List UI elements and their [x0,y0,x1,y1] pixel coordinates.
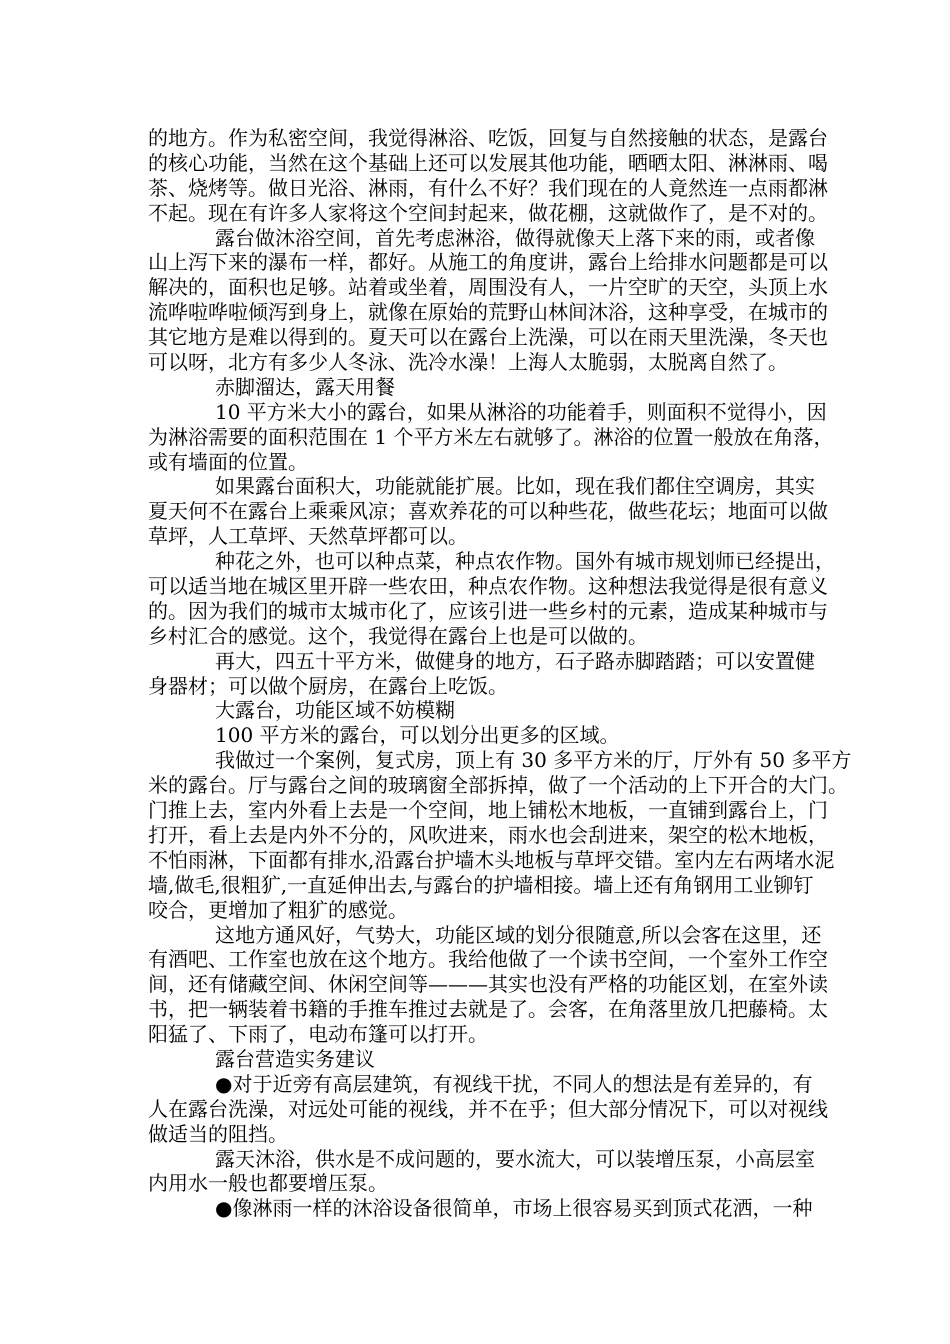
text-line: 山上泻下来的瀑布一样，都好。从施工的角度讲，露台上给排水问题都是可以 [148,250,828,275]
text-line: 茶、烧烤等。做日光浴、淋雨，有什么不好？我们现在的人竟然连一点雨都淋 [148,175,828,200]
text-line: 乡村汇合的感觉。这个，我觉得在露台上也是可以做的。 [148,623,648,648]
document-page [148,126,852,1221]
text-line: 的。因为我们的城市太城市化了，应该引进一些乡村的元素，造成某种城市与 [148,598,828,623]
paragraph [148,399,834,475]
text-line: 门推上去，室内外看上去是一个空间，地上铺松木地板，一直铺到露台上，门 [148,798,828,823]
text-line: 夏天何不在露台上乘乘风凉；喜欢养花的可以种些花，做些花坛；地面可以做 [148,499,828,524]
text-line: 再大，四五十平方米，做健身的地方，石子路赤脚踏踏；可以安置健 [215,648,815,673]
text-line: 不起。现在有许多人家将这个空间封起来，做花棚，这就做作了，是不对的。 [148,200,828,225]
text-line: 露天沐浴，供水是不成问题的，要水流大，可以装增压泵，小高层室 [215,1146,815,1171]
text-line: 解决的，面积也足够。站着或坐着，周围没有人，一片空旷的天空，头顶上水 [148,275,828,300]
text-line: 如果露台面积大，功能就能扩展。比如，现在我们都住空调房，其实 [215,474,815,499]
text-line: 的地方。作为私密空间，我觉得淋浴、吃饭，回复与自然接触的状态，是露台 [148,126,828,150]
text-line: 人在露台洗澡，对远处可能的视线，并不在乎；但大部分情况下，可以对视线 [148,1096,828,1121]
text-line: ●对于近旁有高层建筑，有视线干扰，不同人的想法是有差异的，有 [215,1071,813,1096]
text-line: 大露台，功能区域不妨模糊 [215,698,455,723]
text-line: 有酒吧、工作室也放在这个地方。我给他做了一个读书空间，一个室外工作空 [148,947,828,972]
text-line: 咬合，更增加了粗犷的感觉。 [148,897,408,922]
paragraph [148,1146,815,1197]
text-line: 这地方通风好，气势大，功能区域的划分很随意,所以会客在这里，还 [215,922,822,947]
text-line: 间，还有储藏空间、休闲空间等———其实也没有严格的功能区划，在室外读 [148,972,828,997]
text-line: 做适当的阻挡。 [148,1121,288,1146]
text-line: 不怕雨淋，下面都有排水,沿露台护墙木头地板与草坪交错。室内左右两堵水泥 [148,847,835,872]
text-line: 可以呀，北方有多少人冬泳、洗冷水澡！上海人太脆弱，太脱离自然了。 [148,350,788,375]
section-heading [148,375,806,400]
text-line: 种花之外，也可以种点菜，种点农作物。国外有城市规划师已经提出， [215,549,835,574]
text-line: 为淋浴需要的面积范围在 1 个平方米左右就够了。淋浴的位置一般放在角落， [148,424,834,449]
text-line: 露台做沐浴空间，首先考虑淋浴，做得就像天上落下来的雨，或者像 [215,225,815,250]
text-line: 草坪，人工草坪、天然草坪都可以。 [148,524,468,549]
text-line: 阳猛了、下雨了，电动布篷可以打开。 [148,1022,488,1047]
text-line: 书，把一辆装着书籍的手推车推过去就是了。会客，在角落里放几把藤椅。太 [148,997,828,1022]
paragraph [148,1071,828,1147]
text-line: 内用水一般也都要增压泵。 [148,1171,388,1196]
text-line: 赤脚溜达，露天用餐 [215,374,395,399]
text-line: 或有墙面的位置。 [148,449,308,474]
text-line: 米的露台。厅与露台之间的玻璃窗全部拆掉，做了一个活动的上下开合的大门。 [148,773,848,798]
paragraph [148,723,806,748]
text-line: 的核心功能，当然在这个基础上还可以发展其他功能，晒晒太阳、淋淋雨、喝 [148,150,828,175]
paragraph [148,1196,813,1221]
section-heading [148,698,806,723]
paragraph [148,549,835,649]
text-line: 流哗啦哗啦倾泻到身上，就像在原始的荒野山林间沐浴，这种享受，在城市的 [148,300,828,325]
paragraph [148,922,828,1047]
text-line: ●像淋雨一样的沐浴设备很简单，市场上很容易买到顶式花洒，一种 [215,1196,813,1221]
paragraph [148,648,815,699]
text-line: 我做过一个案例，复式房，顶上有 30 多平方米的厅，厅外有 50 多平方 [215,748,852,773]
section-heading [148,1047,806,1072]
text-line: 身器材；可以做个厨房，在露台上吃饭。 [148,673,508,698]
text-line: 100 平方米的露台，可以划分出更多的区域。 [215,723,620,748]
text-line: 可以适当地在城区里开辟一些农田，种点农作物。这种想法我觉得是很有意义 [148,574,828,599]
paragraph [148,474,828,549]
text-line: 其它地方是难以得到的。夏天可以在露台上洗澡，可以在雨天里洗澡，冬天也 [148,325,828,350]
text-line: 打开，看上去是内外不分的，风吹进来，雨水也会刮进来，架空的松木地板， [148,822,828,847]
text-line: 10 平方米大小的露台，如果从淋浴的功能着手，则面积不觉得小，因 [215,399,827,424]
paragraph [148,225,828,375]
paragraph [148,748,852,922]
text-line: 露台营造实务建议 [215,1046,375,1071]
text-line: 墙,做毛,很粗犷,一直延伸出去,与露台的护墙相接。墙上还有角钢用工业铆钉 [148,872,814,897]
paragraph [148,126,828,226]
